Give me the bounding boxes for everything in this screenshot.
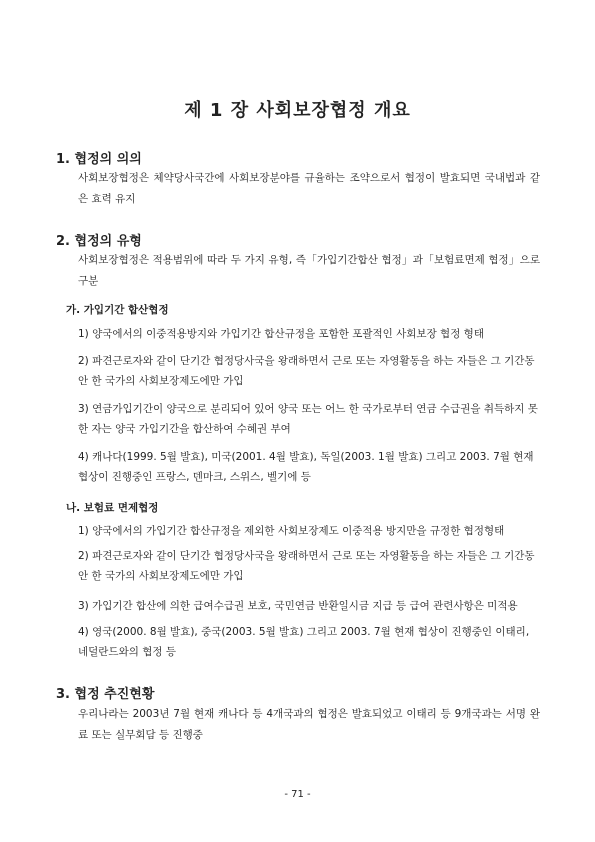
list-item: 4) 캐나다(1999. 5월 발효), 미국(2001. 4월 발효), 독일(2003. 1월 발효) 그리고 2003. 7월 현재 협상이 진행중인 프랑스, 덴마크, 스위스, 벨기에 등 <box>78 451 534 483</box>
page-number: - 71 - <box>284 789 311 800</box>
list-item: 3) 가입기간 합산에 의한 급여수급권 보호, 국민연금 반환일시금 지급 등 급여 관련사항은 미적용 <box>78 600 518 612</box>
list-item: 1) 양국에서의 이중적용방지와 가입기간 합산규정을 포함한 포괄적인 사회보장 협정 형태 <box>78 328 484 340</box>
list-item: 2) 파견근로자와 같이 단기간 협정당사국을 왕래하면서 근로 또는 자영활동을 하는 자들은 그 기간동안 한 국가의 사회보장제도에만 가입 <box>78 355 535 387</box>
subsection-heading-a: 가. 가입기간 합산협정 <box>66 304 169 316</box>
section-heading-1: 1. 협정의 의의 <box>56 152 142 167</box>
list-item: 3) 연금가입기간이 양국으로 분리되어 있어 양국 또는 어느 한 국가로부터 연금 수급권을 취득하지 못한 자는 양국 가입기간을 합산하여 수혜권 부여 <box>78 403 538 435</box>
chapter-title: 제 1 장 사회보장협정 개요 <box>184 100 411 121</box>
list-item: 1) 양국에서의 가입기간 합산규정을 제외한 사회보장제도 이중적용 방지만을 규정한 협정형태 <box>78 525 505 537</box>
section-text-2: 사회보장협정은 적용범위에 따라 두 가지 유형, 즉「가입기간합산 협정」과「보험료면제 협정」으로 구분 <box>78 254 540 287</box>
list-item: 4) 영국(2000. 8월 발효), 중국(2003. 5월 발효) 그리고 2003. 7월 현재 협상이 진행중인 이태리, 네덜란드와의 협정 등 <box>78 626 530 658</box>
section-text-3: 우리나라는 2003년 7월 현재 캐나다 등 4개국과의 협정은 발효되었고 이태리 등 9개국과는 서명 완료 또는 실무회담 등 진행중 <box>78 708 540 741</box>
section-text-1: 사회보장협정은 체약당사국간에 사회보장분야를 규율하는 조약으로서 협정이 발효되면 국내법과 같은 효력 유지 <box>78 172 540 205</box>
section-heading-2: 2. 협정의 유형 <box>56 234 142 249</box>
subsection-heading-b: 나. 보험료 면제협정 <box>66 502 159 514</box>
list-item: 2) 파견근로자와 같이 단기간 협정당사국을 왕래하면서 근로 또는 자영활동을 하는 자들은 그 기간동안 한 국가의 사회보장제도에만 가입 <box>78 550 535 582</box>
section-heading-3: 3. 협정 추진현황 <box>56 687 155 702</box>
